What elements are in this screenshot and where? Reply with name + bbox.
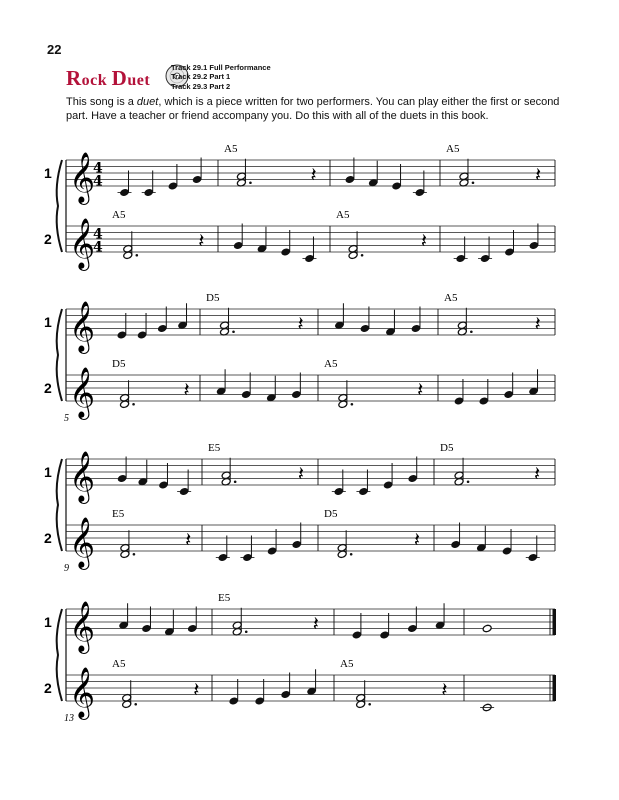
note-head <box>528 553 538 562</box>
treble-clef-icon: 𝄞 <box>69 451 96 502</box>
note-head <box>144 188 154 197</box>
note-head <box>305 254 315 263</box>
quarter-rest-icon: 𝄽 <box>420 228 428 253</box>
quarter-rest-icon: 𝄽 <box>193 677 200 702</box>
part-label: 2 <box>44 380 52 396</box>
chord-symbol: A5 <box>112 658 126 670</box>
note-head <box>192 175 202 184</box>
augmentation-dot <box>470 330 473 333</box>
brace-icon <box>57 160 62 252</box>
treble-clef-icon: 𝄞 <box>69 601 96 652</box>
treble-clef-icon: 𝄞 <box>69 218 96 269</box>
part-label: 2 <box>44 530 52 546</box>
note-head <box>233 241 243 250</box>
final-barline <box>553 609 557 635</box>
quarter-rest-icon: 𝄽 <box>413 527 420 552</box>
note-head <box>281 248 291 257</box>
title-rest-2: uet <box>127 72 151 89</box>
time-signature-top: 4 <box>93 160 103 177</box>
note-head <box>451 540 461 549</box>
chord-symbol: E5 <box>218 592 231 604</box>
measure-number: 9 <box>64 563 69 574</box>
brace-icon <box>57 309 62 401</box>
final-barline <box>553 675 557 701</box>
note-head <box>137 331 147 340</box>
chord-symbol: A5 <box>224 143 238 155</box>
quarter-rest-icon: 𝄽 <box>297 461 304 486</box>
time-signature-bottom: 4 <box>93 173 103 190</box>
brace-icon <box>57 609 62 701</box>
quarter-rest-icon: 𝄽 <box>417 377 424 402</box>
part-label: 1 <box>44 165 52 181</box>
augmentation-dot <box>472 181 475 184</box>
quarter-rest-icon: 𝄽 <box>297 311 304 336</box>
intro-after: , which is a piece written for two performers. You can play either the first or second part. Have a teacher or friend accompany you. Do this with all of the duets in this book. <box>66 96 560 122</box>
note-head <box>502 547 512 556</box>
chord-symbol: A5 <box>112 209 126 221</box>
note-head <box>142 624 152 633</box>
chord-symbol: D5 <box>324 508 338 520</box>
note-head <box>383 481 393 490</box>
note-head <box>187 624 197 633</box>
augmentation-dot <box>368 703 371 706</box>
note-head <box>117 474 127 483</box>
note-head <box>157 324 167 333</box>
augmentation-dot <box>132 403 135 406</box>
quarter-rest-icon: 𝄽 <box>312 611 319 636</box>
note-head <box>408 474 418 483</box>
note-head <box>415 188 425 197</box>
augmentation-dot <box>245 630 248 633</box>
note-head <box>358 487 368 496</box>
augmentation-dot <box>361 254 364 257</box>
part-label: 1 <box>44 314 52 330</box>
track-item: Track 29.2 Part 1 <box>171 72 231 82</box>
augmentation-dot <box>134 703 137 706</box>
augmentation-dot <box>133 553 136 556</box>
note-head <box>242 553 252 562</box>
augmentation-dot <box>467 480 470 483</box>
page-number: 22 <box>47 42 62 57</box>
track-item: Track 29.1 Full Performance <box>171 63 271 72</box>
chord-symbol: D5 <box>112 358 126 370</box>
note-head <box>117 331 127 340</box>
augmentation-dot <box>234 480 237 483</box>
note-head <box>255 697 265 706</box>
note-head <box>345 175 355 184</box>
quarter-rest-icon: 𝄽 <box>310 162 317 187</box>
chord-symbol: A5 <box>444 292 458 304</box>
treble-clef-icon: 𝄞 <box>69 517 96 568</box>
quarter-rest-icon: 𝄽 <box>198 228 205 253</box>
title-cap-2: D <box>111 66 128 90</box>
note-head <box>482 624 492 633</box>
note-head <box>334 487 344 496</box>
augmentation-dot <box>136 254 139 257</box>
note-head <box>241 390 251 399</box>
quarter-rest-icon: 𝄽 <box>534 311 541 336</box>
title-rest-1: ock <box>81 72 108 89</box>
treble-clef-icon: 𝄞 <box>69 367 96 418</box>
chord-symbol: D5 <box>440 442 454 454</box>
note-head <box>218 553 228 562</box>
note-head <box>392 182 402 191</box>
note-head <box>504 390 514 399</box>
note-head <box>158 481 168 490</box>
chord-symbol: A5 <box>340 658 354 670</box>
chord-symbol: E5 <box>112 508 125 520</box>
augmentation-dot <box>249 181 252 184</box>
intro-before: This song is a <box>66 96 137 108</box>
part-label: 1 <box>44 614 52 630</box>
measure-number: 5 <box>64 413 69 424</box>
measure-number: 13 <box>64 713 74 724</box>
quarter-rest-icon: 𝄽 <box>535 162 542 187</box>
note-head <box>380 631 390 640</box>
quarter-rest-icon: 𝄽 <box>185 527 192 552</box>
quarter-rest-icon: 𝄽 <box>441 677 448 702</box>
part-label: 2 <box>44 231 52 247</box>
note-head <box>291 390 301 399</box>
note-head <box>480 254 490 263</box>
brace-icon <box>57 459 62 551</box>
treble-clef-icon: 𝄞 <box>69 301 96 352</box>
chord-symbol: D5 <box>206 292 220 304</box>
note-head <box>529 241 539 250</box>
time-signature-top: 4 <box>93 226 103 243</box>
chord-symbol: A5 <box>336 209 350 221</box>
part-label: 1 <box>44 464 52 480</box>
augmentation-dot <box>351 403 354 406</box>
note-head <box>505 248 515 257</box>
quarter-rest-icon: 𝄽 <box>183 377 190 402</box>
note-head <box>456 254 466 263</box>
treble-clef-icon: 𝄞 <box>69 667 96 718</box>
note-head <box>281 690 291 699</box>
chord-symbol: A5 <box>446 143 460 155</box>
title-cap-1: R <box>66 66 82 90</box>
note-head <box>120 188 130 197</box>
note-head <box>479 397 489 406</box>
time-signature-bottom: 4 <box>93 239 103 256</box>
chord-symbol: E5 <box>208 442 221 454</box>
note-head <box>454 397 464 406</box>
augmentation-dot <box>350 553 353 556</box>
note-head <box>229 697 239 706</box>
intro-emphasis: duet <box>136 96 159 108</box>
note-head <box>179 487 189 496</box>
note-head <box>267 547 277 556</box>
note-head <box>168 182 178 191</box>
note-head <box>360 324 370 333</box>
note-head <box>407 624 417 633</box>
track-item: Track 29.3 Part 2 <box>171 81 231 91</box>
treble-clef-icon: 𝄞 <box>69 152 96 203</box>
note-head <box>292 540 302 549</box>
quarter-rest-icon: 𝄽 <box>533 461 541 486</box>
part-label: 2 <box>44 680 52 696</box>
note-head <box>411 324 421 333</box>
note-head <box>352 631 362 640</box>
augmentation-dot <box>232 330 235 333</box>
chord-symbol: A5 <box>324 358 338 370</box>
